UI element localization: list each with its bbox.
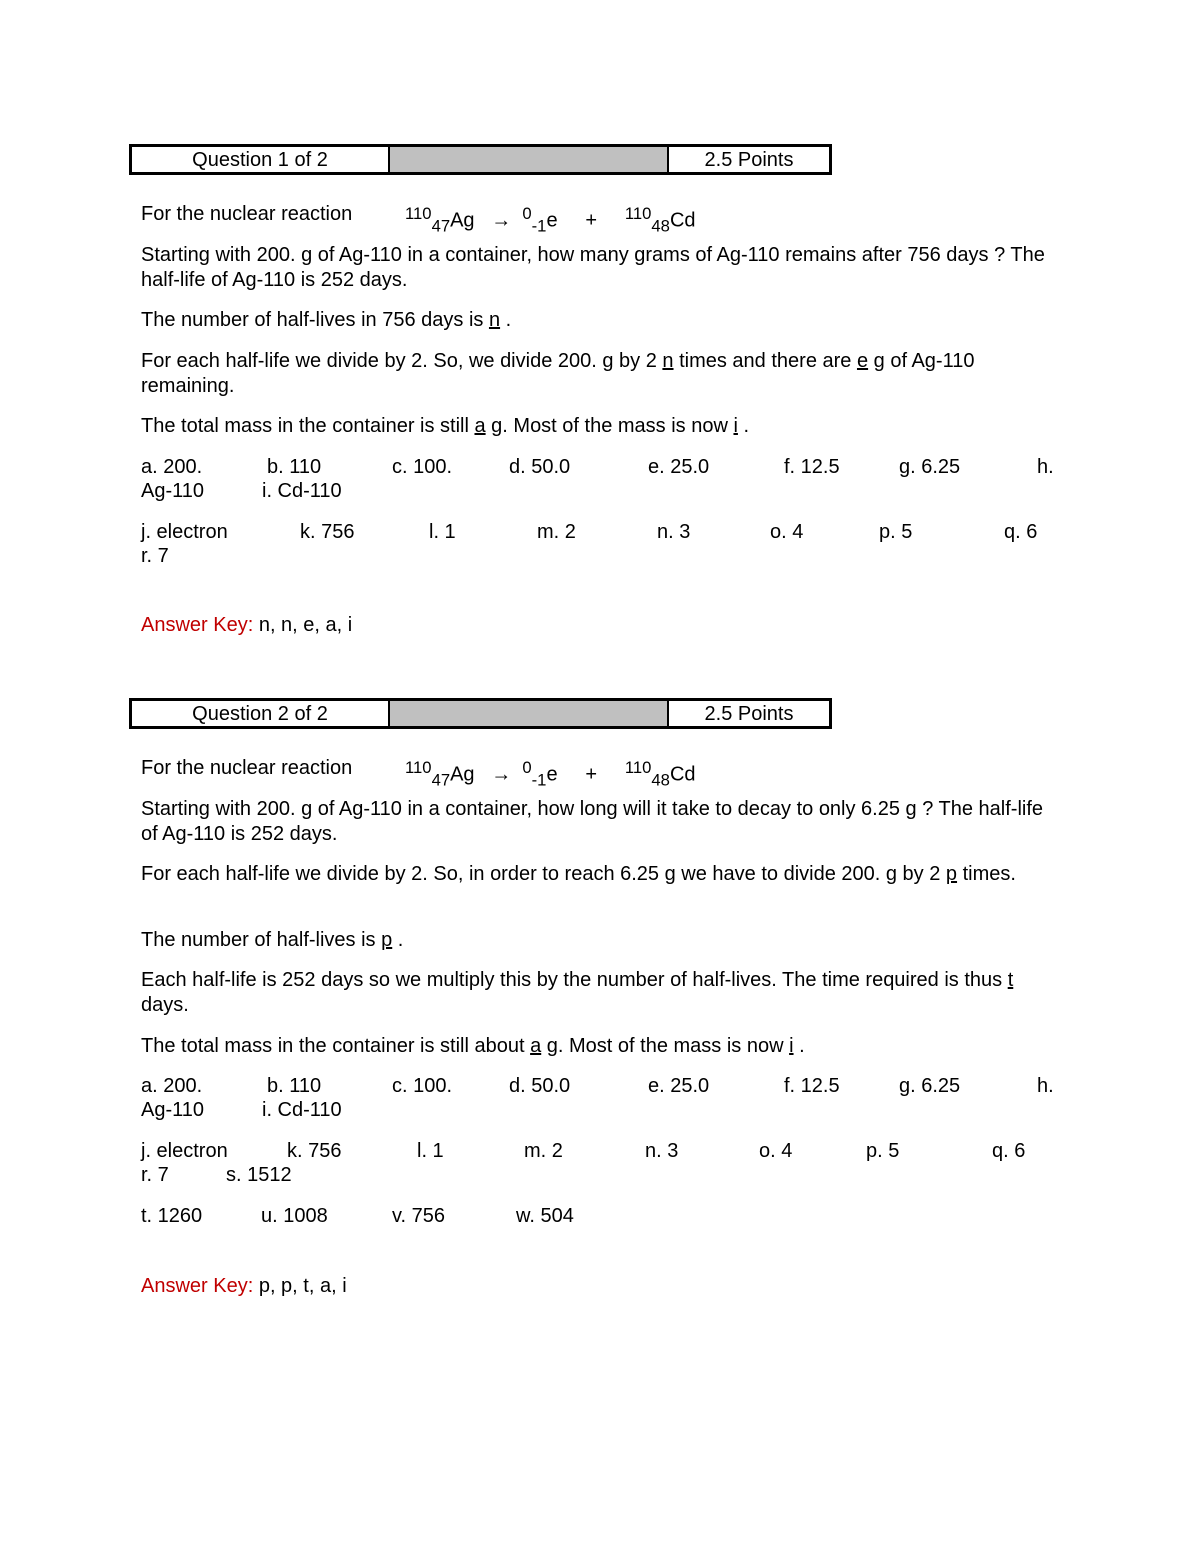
blank-answer: n xyxy=(488,309,501,331)
option: o. 4 xyxy=(770,521,804,543)
answer-key-label: Answer Key: xyxy=(141,1275,254,1297)
option: c. 100. xyxy=(392,1075,453,1097)
option: h. xyxy=(1037,456,1054,478)
reaction-label: For the nuclear reaction xyxy=(141,757,353,779)
option: p. 5 xyxy=(879,521,913,543)
reaction-line xyxy=(141,202,696,236)
option: v. 756 xyxy=(392,1205,445,1227)
option: s. 1512 xyxy=(226,1164,292,1186)
option: n. 3 xyxy=(657,521,691,543)
question-paragraph: The number of half-lives in 756 days is n . xyxy=(141,309,512,331)
question-paragraph: The number of half-lives is p . xyxy=(141,929,404,951)
option: t. 1260 xyxy=(141,1205,203,1227)
blank-answer: e xyxy=(856,350,869,372)
option: u. 1008 xyxy=(261,1205,328,1227)
question-number: Question 2 of 2 xyxy=(132,701,390,726)
option: r. 7 xyxy=(141,1164,169,1186)
option: b. 110 xyxy=(267,1075,322,1097)
options-row xyxy=(141,479,1061,504)
option: q. 6 xyxy=(992,1140,1026,1162)
option: k. 756 xyxy=(287,1140,342,1162)
arrow-icon: → xyxy=(491,209,512,232)
option: f. 12.5 xyxy=(784,456,840,478)
option: b. 110 xyxy=(267,456,322,478)
option: o. 4 xyxy=(759,1140,793,1162)
header-spacer xyxy=(390,147,669,172)
question-paragraph: The total mass in the container is still a g. Most of the mass is now i . xyxy=(141,415,750,437)
option: g. 6.25 xyxy=(899,1075,961,1097)
options-row xyxy=(141,520,1061,545)
answer-key-label: Answer Key: xyxy=(141,614,254,636)
reaction-line xyxy=(141,756,696,790)
answer-key-value: p, p, t, a, i xyxy=(253,1275,347,1297)
option: e. 25.0 xyxy=(648,1075,710,1097)
options-row xyxy=(141,544,169,569)
blank-answer: p xyxy=(945,863,958,885)
option: f. 12.5 xyxy=(784,1075,840,1097)
option: i. Cd-110 xyxy=(262,480,342,502)
answer-key xyxy=(141,613,352,638)
reaction-equation: $^{110}_{47}$Ag → $^0_{-1}$e + $^{110}_{48}$Cd xyxy=(405,204,696,236)
option: a. 200. xyxy=(141,1075,203,1097)
options-row xyxy=(141,1139,1061,1164)
option: q. 6 xyxy=(1004,521,1038,543)
question-points: 2.5 Points xyxy=(704,149,794,171)
question-number: Question 1 of 2 xyxy=(132,147,390,172)
blank-answer: i xyxy=(733,415,738,437)
answer-key xyxy=(141,1274,347,1299)
options-row xyxy=(141,1098,1061,1123)
option: l. 1 xyxy=(429,521,456,543)
blank-answer: a xyxy=(474,415,486,437)
options-row xyxy=(141,455,1061,480)
option: p. 5 xyxy=(866,1140,900,1162)
option: j. electron xyxy=(141,1140,228,1162)
options-row xyxy=(141,1163,541,1188)
option: n. 3 xyxy=(645,1140,679,1162)
question-points: 2.5 Points xyxy=(704,703,794,725)
arrow-icon: → xyxy=(491,763,512,786)
option: d. 50.0 xyxy=(509,456,571,478)
option: m. 2 xyxy=(537,521,576,543)
blank-answer: p xyxy=(381,929,393,951)
question-paragraph: Each half-life is 252 days so we multiply this by the number of half-lives. The time required is thus t days. xyxy=(141,969,1014,1016)
option: l. 1 xyxy=(417,1140,444,1162)
question-1-header xyxy=(129,144,832,175)
option: j. electron xyxy=(141,521,228,543)
blank-answer: a xyxy=(530,1035,542,1057)
question-paragraph: Starting with 200. g of Ag-110 in a container, how many grams of Ag-110 remains after 756 days ? The half-life of Ag-110 is 252 days. xyxy=(141,244,1045,291)
options-row xyxy=(141,1074,1061,1099)
blank-answer: n xyxy=(662,350,674,372)
question-paragraph: For each half-life we divide by 2. So, in order to reach 6.25 g we have to divide 200. g by 2 p times. xyxy=(141,863,1016,885)
option: Ag-110 xyxy=(141,480,205,502)
option: g. 6.25 xyxy=(899,456,961,478)
option: d. 50.0 xyxy=(509,1075,571,1097)
option: h. xyxy=(1037,1075,1054,1097)
question-2-header xyxy=(129,698,832,729)
header-spacer xyxy=(390,701,669,726)
option: e. 25.0 xyxy=(648,456,710,478)
answer-key-value: n, n, e, a, i xyxy=(253,614,353,636)
option: w. 504 xyxy=(516,1205,574,1227)
option: i. Cd-110 xyxy=(262,1099,342,1121)
question-paragraph: For each half-life we divide by 2. So, we divide 200. g by 2 n times and there are e g of Ag-110 remaining. xyxy=(141,350,975,397)
blank-answer: i xyxy=(789,1035,794,1057)
question-paragraph: The total mass in the container is still about a g. Most of the mass is now i . xyxy=(141,1035,805,1057)
option: m. 2 xyxy=(524,1140,563,1162)
reaction-label: For the nuclear reaction xyxy=(141,203,353,225)
options-row xyxy=(141,1204,641,1229)
reaction-equation: $^{110}_{47}$Ag → $^0_{-1}$e + $^{110}_{48}$Cd xyxy=(405,758,696,790)
option: c. 100. xyxy=(392,456,453,478)
option: k. 756 xyxy=(300,521,355,543)
option: Ag-110 xyxy=(141,1099,205,1121)
blank-answer: t xyxy=(1007,969,1014,991)
option: r. 7 xyxy=(141,545,169,567)
question-paragraph: Starting with 200. g of Ag-110 in a container, how long will it take to decay to only 6.25 g ? The half-life of Ag-110 is 252 days. xyxy=(141,798,1044,845)
option: a. 200. xyxy=(141,456,203,478)
